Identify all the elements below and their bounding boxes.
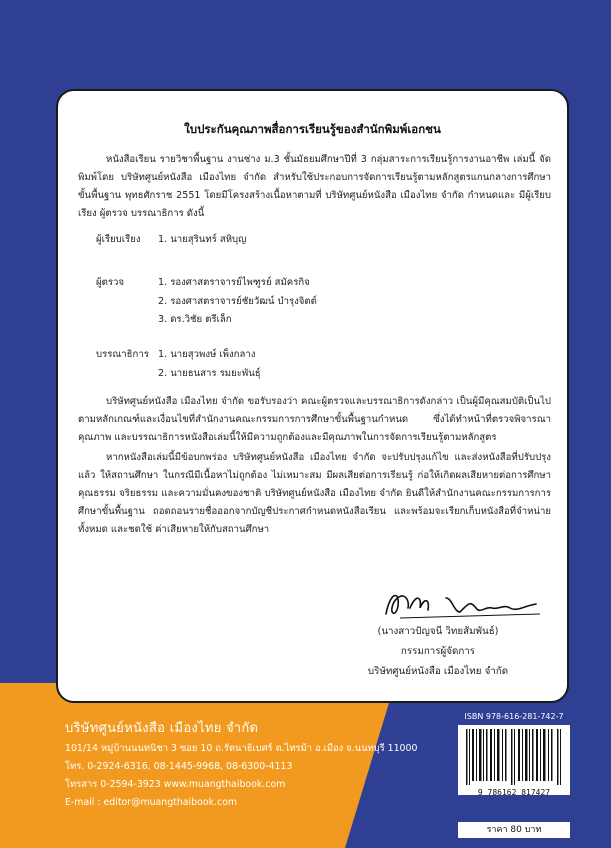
defect-paragraph: หากหนังสือเล่มนี้มีข้อบกพร่อง บริษัทศูนย์หนังสือ เมืองไทย จำกัด จะปรับปรุงแก้ไข และส่งหนังสือที่ปรับปรุงแล้ว ให้สถานศึกษา ในกรณีมีเนื้อหาไม่ถูกต้อง ไม่เหมาะสม มีผลเสียต่อการเรียนรู้ ก่อให้เกิดผลเสียหายต่อการศึกษา คุณธรรม จริยธรรม และความมั่นคงของชาติ บริษัทศูนย์หนังสือ เมืองไทย จำกัด ยินดีให้สำนักงานคณะกรรมการการศึกษาขั้นพื้นฐาน ถอดถอนรายชื่อออกจากบัญชีประกาศกำหนดหนังสือเรียน และพร้อมจะเรียกเก็บหนังสือที่จำหน่ายทั้งหมด และชดใช้ ค่าเสียหายให้กับสถานศึกษา xyxy=(78,452,551,535)
author-name: 1. นายสุรินทร์ สหิบุญ xyxy=(158,234,247,245)
authors-section xyxy=(96,231,246,250)
isbn-label: ISBN 978-616-281-742-7 xyxy=(464,712,564,721)
reviewers-section xyxy=(96,274,317,330)
signatory-position: กรรมการผู้จัดการ xyxy=(400,646,476,657)
reviewer-name: 1. รองศาสตราจารย์ไพฑูรย์ สมัครกิจ xyxy=(158,277,310,288)
barcode-number: 9 786162 817427 xyxy=(477,788,551,795)
authors-label: ผู้เรียบเรียง xyxy=(96,234,141,245)
guarantee-paragraph: บริษัทศูนย์หนังสือ เมืองไทย จำกัด ขอรับรองว่า คณะผู้ตรวจและบรรณาธิการดังกล่าว เป็นผู้มีคุณสมบัติเป็นไป ตามหลักเกณฑ์และเงื่อนไขที่สำนักงานคณะกรรมการการศึกษาขั้นพื้นฐานกำหนด ซึ่งได้ทำหน้าที่ตรวจพิจารณาคุณภาพ และบรรณาธิการหนังสือเล่มนี้ให้มีความถูกต้องและมีคุณภาพในการจัดการเรียนรู้ตามหลักสูตร xyxy=(78,396,551,443)
editor-name: 2. นายธนสาร รมยะพันธุ์ xyxy=(158,367,261,379)
barcode-image xyxy=(458,725,570,795)
reviewer-name: 2. รองศาสตราจารย์ชัยวัฒน์ บำรุงจิตต์ xyxy=(158,295,317,307)
signatory-company: บริษัทศูนย์หนังสือ เมืองไทย จำกัด xyxy=(367,666,509,677)
publisher-name: บริษัทศูนย์หนังสือ เมืองไทย จำกัด xyxy=(65,721,259,736)
publisher-phone: โทร. 0-2924-6316, 08-1445-9968, 08-6300-4113 xyxy=(65,761,293,772)
intro-paragraph: หนังสือเรียน รายวิชาพื้นฐาน งานช่าง ม.3 ชั้นมัธยมศึกษาปีที่ 3 กลุ่มสาระการเรียนรู้การงานอาชีพ เล่มนี้ จัดพิมพ์โดย บริษัทศูนย์หนังสือ เมืองไทย จำกัด สำหรับใช้ประกอบการจัดการเรียนรู้ตามหลักสูตรแกนกลางการศึกษา ขั้นพื้นฐาน พุทธศักราช 2551 โดยมีโครงสร้างเนื้อหาตามที่ บริษัทศูนย์หนังสือ เมืองไทย จำกัด กำหนดและ มีผู้เรียบเรียง ผู้ตรวจ บรรณาธิการ ดังนี้ xyxy=(78,154,551,219)
publisher-fax-web: โทรสาร 0-2594-3923 www.muangthaibook.com xyxy=(65,779,286,790)
price-label: ราคา 80 บาท xyxy=(458,822,570,838)
signature-image xyxy=(380,584,550,624)
reviewers-label: ผู้ตรวจ xyxy=(96,277,125,288)
reviewer-name: 3. ดร.วิชัย ตรีเล็ก xyxy=(158,314,232,325)
publisher-address: 101/14 หมู่บ้านนนทนิชา 3 ซอย 10 ถ.รัตนาธิเบศร์ ต.ไทรม้า อ.เมือง จ.นนทบุรี 11000 xyxy=(65,743,418,754)
editors-section xyxy=(96,346,261,383)
signatory-name: (นางสาวปัญจนี วิทยสัมพันธ์) xyxy=(377,626,499,637)
publisher-email: E-mail : editor@muangthaibook.com xyxy=(65,797,238,808)
editors-label: บรรณาธิการ xyxy=(96,349,149,360)
isbn-barcode-block xyxy=(458,712,570,837)
page-title: ใบประกันคุณภาพสื่อการเรียนรู้ของสำนักพิมพ์เอกชน xyxy=(184,122,441,136)
guarantee-card xyxy=(56,89,569,703)
editor-name: 1. นายสุวพงษ์ เพ็งกลาง xyxy=(158,349,256,360)
